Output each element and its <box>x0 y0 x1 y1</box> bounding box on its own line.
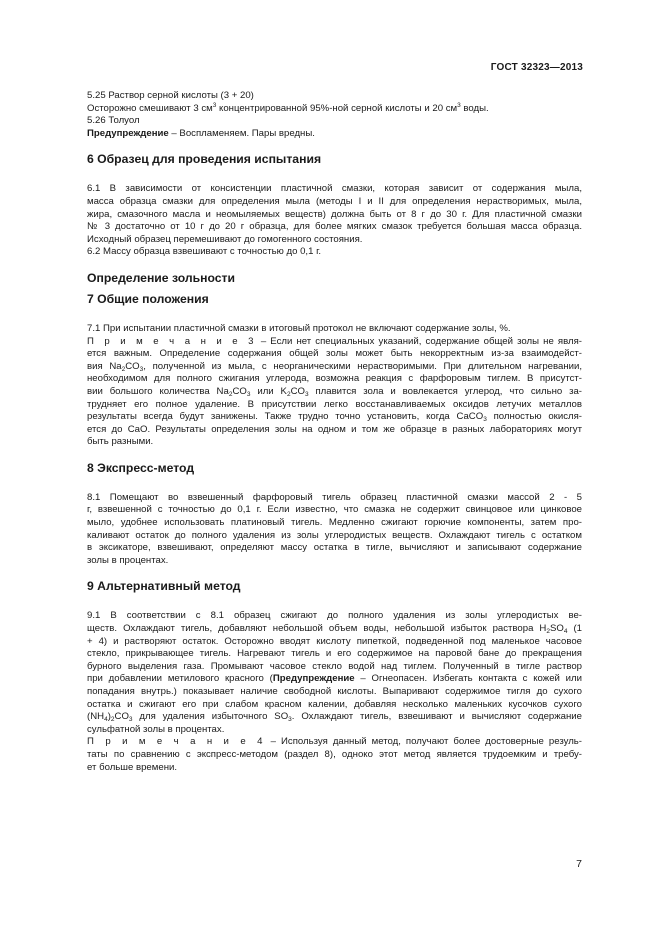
text-run: SO <box>549 623 564 635</box>
sec8-line-4: каливают остаток до полного удаления из золы углеродистых веществ. Охлаждают тигель с остатком <box>87 529 582 541</box>
text-run: вии большого количества Na <box>87 385 229 397</box>
text-run: концентрированной 95%-ной серной кислоты и 20 см <box>216 102 458 114</box>
text-run: воды. <box>460 102 489 114</box>
sec6-line-6: 6.2 Массу образца взвешивают с точностью до 0,1 г. <box>87 246 322 258</box>
sec6-line-3: жира, смазочного масла и неомыляемых веществ) должна быть от 8 г до 30 г. Для пластичной смазки <box>87 208 582 220</box>
sec8-line-3: мыло, удобнее использовать платиновый тигель. Медленно сжигают горючие компоненты, затем про- <box>87 517 582 529</box>
sec8-line-1: 8.1 Помещают во взвешенный фарфоровый тигель образец пластичной смазки массой 2 - 5 <box>87 491 582 503</box>
section-8-heading: 8 Экспресс-метод <box>87 460 195 475</box>
standard-code: ГОСТ 32323—2013 <box>490 62 583 73</box>
sec9-note-line <box>87 736 582 749</box>
note-label: П р и м е ч а н и е 4 <box>87 736 266 748</box>
sec7-line-7: трудняет его полное удаление. В присутствии легко восстанавливаемых оксидов летучих металлов <box>87 398 582 410</box>
text-run: для удаления избыточного SO <box>132 711 289 723</box>
sec9-line-3: + 4) и растворяют остаток. Осторожно вводят кислоту пипеткой, подведенной под маленькое часовое <box>87 635 582 647</box>
text-run: ) <box>107 711 111 723</box>
text-run: , полученной из мыла, с неорганическими нерастворимыми. При длительном нагревании, <box>143 360 582 372</box>
sec525-title: 5.25 Раствор серной кислоты (3 + 20) <box>87 90 254 101</box>
text-run: ществ. Охлаждают тигель, добавляют небольшой объем воды, небольшой избыток раствора H <box>87 623 547 635</box>
ash-determination-heading: Определение зольности <box>87 270 235 285</box>
sec6-line-2: масса образца смазки для определения мыла (методы I и II для определения нерастворимых, мыла, <box>87 195 582 207</box>
subscript: 3 <box>483 416 487 424</box>
sec526-warning <box>87 128 582 141</box>
text-run: CO <box>114 711 129 723</box>
subscript: 4 <box>104 716 108 724</box>
sec7-line-3: ется важным. Определение содержания общей золы может быть некорректным из-за взаимодейст- <box>87 348 582 360</box>
sec9-line-7: попадания внутрь.) показывает наличие свободной кислоты. Выпаривают содержимое тигля до сухого <box>87 686 582 697</box>
sec7-line-5: необходимом для полного сжигания углерода, возможна реакция с фарфоровым тиглем. В присутст- <box>87 373 582 385</box>
text-run: . Охлаждают тигель, взвешивают и вычисляют содержание <box>291 711 582 723</box>
subscript: 3 <box>288 716 292 724</box>
page-number: 7 <box>576 858 582 870</box>
sec9-line-8: остатка и сжигают его при слабом красном калении, добавляя несколько маленьких кусочков сухого <box>87 698 582 710</box>
text-run: – Используя данный метод, получают более достоверные резуль- <box>265 736 582 748</box>
text-run: при добавлении метилового красного ( <box>87 673 273 685</box>
sec8-line-6: золы в процентах. <box>87 554 169 566</box>
section-9-heading: 9 Альтернативный метод <box>87 579 241 594</box>
sec525-text <box>87 103 582 116</box>
text-run: CO <box>232 385 247 397</box>
sec9-line-12: таты по сравнению с экспресс-методом (раздел 8), одноко этот метод является трудоемким и требу- <box>87 748 582 760</box>
subscript: 2 <box>286 390 291 398</box>
sec7-line-1: 7.1 При испытании пластичной смазки в итоговый протокол не включают содержание золы, %. <box>87 322 511 334</box>
section-6-heading: 6 Образец для проведения испытания <box>87 152 322 167</box>
subscript: 2 <box>546 628 550 636</box>
text-run: CO <box>290 385 305 397</box>
sec8-line-5: в эксикаторе, взвешивают, определяют массу остатка в тигле, вычисляют и записывают содержание <box>87 542 582 554</box>
superscript: 3 <box>457 101 461 109</box>
sec9-line-10: сульфатной золы в процентах. <box>87 723 225 735</box>
sec7-line-4 <box>87 361 582 374</box>
text-run: 6.1 В зависимости от консистенции пластичной смазки, которая зависит от содержания мыла, <box>87 183 582 195</box>
text-run: вия Na <box>87 360 122 372</box>
subscript: 4 <box>563 628 568 636</box>
text-run: полностью окисля- <box>486 411 582 423</box>
sec9-line-4: стекло, прикрывающее тигель. Нагревают тигель и его содержимое на паровой бане до прекращения <box>87 648 582 660</box>
page-content <box>87 90 582 774</box>
subscript: 2 <box>121 365 126 373</box>
text-run: результаты всегда будут занижены. Также трудно точно установить, когда CaCO <box>87 411 484 423</box>
sec7-line-10: быть разными. <box>87 436 154 448</box>
sec6-line-1 <box>87 183 582 196</box>
subscript: 2 <box>228 390 233 398</box>
subscript: 2 <box>110 716 115 724</box>
sec7-line-6 <box>87 386 582 399</box>
sec9-line-2 <box>87 623 582 636</box>
subscript: 3 <box>304 390 309 398</box>
sec7-line-8 <box>87 411 582 424</box>
text-run: Осторожно смешивают 3 см <box>87 102 213 114</box>
text-run: (NH <box>87 711 105 723</box>
sec7-note-line <box>87 336 582 349</box>
sec9-line-13: ет больше времени. <box>87 761 178 773</box>
sec526-title: 5.26 Толуол <box>87 115 140 127</box>
section-7-heading: 7 Общие положения <box>87 291 209 306</box>
text-run: (1 <box>567 623 582 635</box>
sec7-line-9: ется до CaO. Результаты определения золы на одном и том же образце в разных лабораториях могут <box>87 423 582 435</box>
text-run: плавится зола и вовлекается углерод, что сильно за- <box>308 385 583 397</box>
sec9-line-1: 9.1 В соответствии с 8.1 образец сжигают до полного удаления из золы углеродистых ве- <box>87 610 582 622</box>
sec9-line-9 <box>87 711 582 724</box>
warning-label: Предупреждение <box>272 673 355 685</box>
text-run: – Если нет специальных указаний, содержание общей золы не явля- <box>256 335 582 347</box>
subscript: 3 <box>246 390 251 398</box>
subscript: 3 <box>139 365 144 373</box>
warning-label: Предупреждение <box>87 127 169 139</box>
sec9-line-5: бурного выделения газа. Промывают часовое стекло водой над тиглем. Полученный в тигле раствор <box>87 660 582 672</box>
text-run: или K <box>250 385 287 397</box>
subscript: 3 <box>128 716 133 724</box>
text-run: CO <box>125 360 140 372</box>
sec8-line-2: г, взвешенной с точностью до 0,1 г. Если известно, что смазка не содержит свинцовое или цинковое <box>87 504 582 516</box>
sec6-line-4: № 3 достаточно от 10 г до 20 г образца, для более мягких смазок требуется большая масса образца. <box>87 221 582 233</box>
note-label: П р и м е ч а н и е 3 <box>87 335 257 347</box>
superscript: 3 <box>212 101 217 109</box>
text-run: – Огнеопасен. Избегать контакта с кожей или <box>354 673 582 685</box>
warning-text: – Воспламеняем. Пары вредны. <box>168 127 315 139</box>
sec6-line-5: Исходный образец перемешивают до гомогенного состояния. <box>87 233 363 245</box>
sec9-line-6 <box>87 673 582 686</box>
